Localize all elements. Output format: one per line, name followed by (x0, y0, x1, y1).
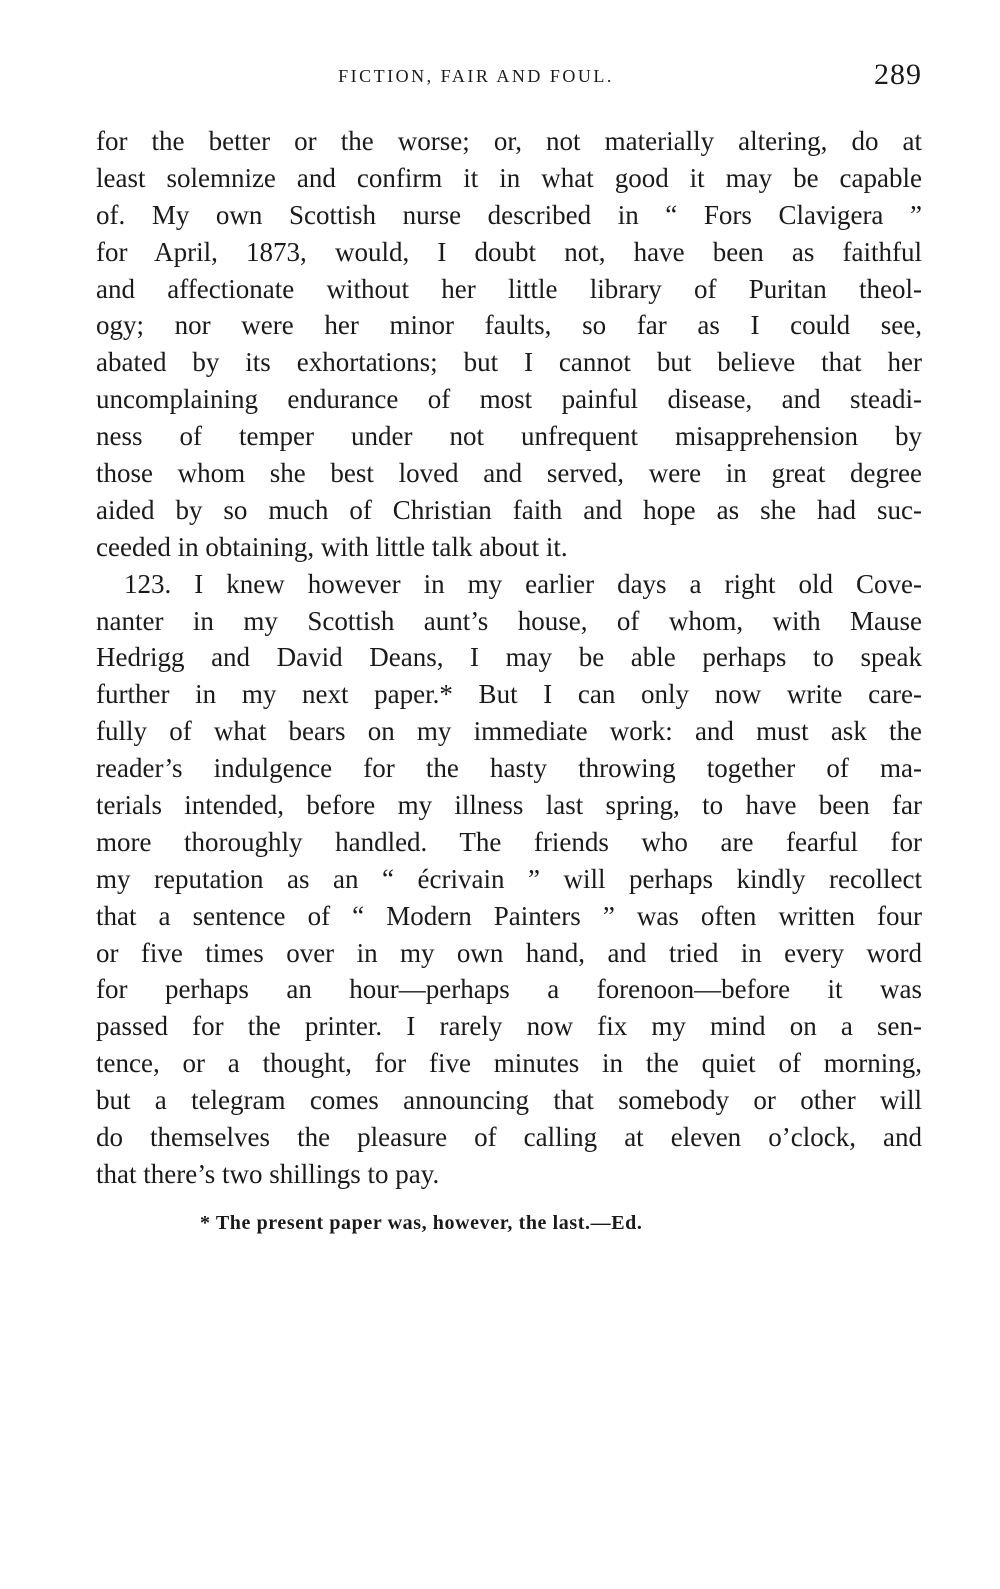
text-line: uncomplaining endurance of most painful disease, and steadi- (96, 384, 922, 415)
text-line: of. My own Scottish nurse described in “ Fors Clavigera ” (96, 199, 922, 230)
text-line: fully of what bears on my immediate work: and must ask the (96, 716, 922, 747)
text-line: but a telegram comes announcing that somebody or other will (96, 1085, 922, 1116)
text-line: or five times over in my own hand, and tried in every word (96, 937, 922, 968)
text-line: reader’s indulgence for the hasty throwing together of ma- (96, 753, 922, 784)
text-line: further in my next paper.* But I can only now write care- (96, 679, 922, 710)
page-number: 289 (874, 58, 922, 91)
footnote: * The present paper was, however, the last.—Ed. (200, 1212, 643, 1234)
text-line: ceeded in obtaining, with little talk about it. (96, 531, 568, 562)
text-line: passed for the printer. I rarely now fix my mind on a sen- (96, 1011, 922, 1042)
running-title: FICTION, FAIR AND FOUL. (338, 66, 614, 86)
text-line: and affectionate without her little library of Puritan theol- (96, 273, 922, 304)
text-line: those whom she best loved and served, were in great degree (96, 458, 922, 489)
text-line: aided by so much of Christian faith and hope as she had suc- (96, 494, 922, 525)
text-line: terials intended, before my illness last spring, to have been far (96, 790, 922, 821)
running-head (96, 58, 922, 98)
text-line: 123. I knew however in my earlier days a right old Cove- (124, 568, 922, 599)
text-line: tence, or a thought, for five minutes in the quiet of morning, (96, 1048, 922, 1079)
text-line: that there’s two shillings to pay. (96, 1158, 440, 1189)
text-line: more thoroughly handled. The friends who are fearful for (96, 826, 922, 857)
text-line: least solemnize and confirm it in what good it may be capable (96, 162, 922, 193)
text-line: my reputation as an “ écrivain ” will perhaps kindly recollect (96, 863, 922, 894)
text-line: for the better or the worse; or, not materially altering, do at (96, 126, 922, 156)
body-text (96, 123, 922, 1193)
text-line: ness of temper under not unfrequent misapprehension by (96, 421, 922, 452)
text-line: ogy; nor were her minor faults, so far as I could see, (96, 310, 922, 341)
text-line: do themselves the pleasure of calling at eleven o’clock, and (96, 1122, 922, 1153)
text-line: abated by its exhortations; but I cannot but believe that her (96, 347, 922, 378)
text-line: for April, 1873, would, I doubt not, have been as faithful (96, 236, 922, 267)
text-line: nanter in my Scottish aunt’s house, of whom, with Mause (96, 605, 922, 636)
text-line: Hedrigg and David Deans, I may be able perhaps to speak (96, 642, 922, 673)
text-line: that a sentence of “ Modern Painters ” was often written four (96, 900, 922, 931)
text-line: for perhaps an hour—perhaps a forenoon—before it was (96, 974, 922, 1005)
